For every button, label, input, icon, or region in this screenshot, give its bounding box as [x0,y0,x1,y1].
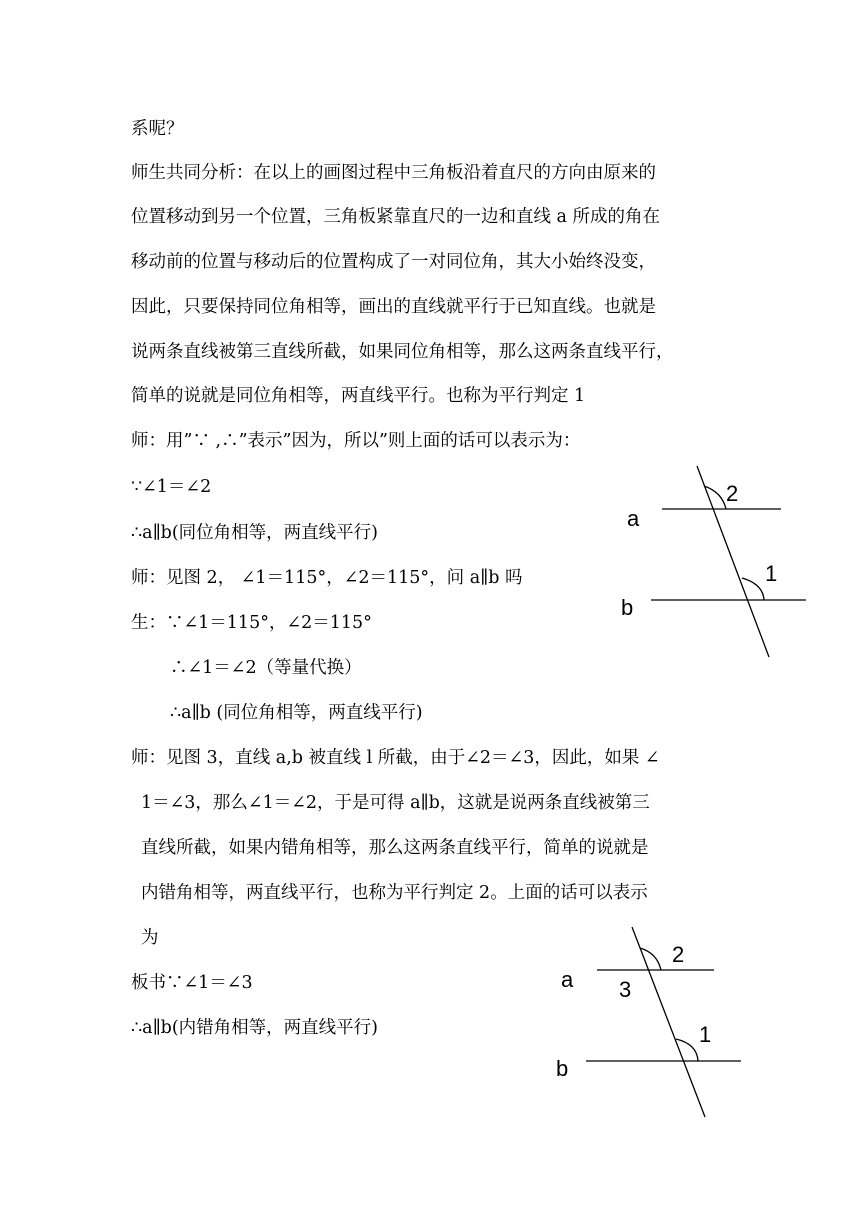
label-b: b [621,595,634,620]
text-line-21: ∴a∥b(内错角相等，两直线平行) [131,1018,379,1038]
angle-3-label: 3 [619,977,632,1002]
text-line-1: 系呢？ [131,119,184,139]
text-line-4: 移动前的位置与移动后的位置构成了一对同位角，其大小始终没变， [131,252,656,272]
text-line-18: 内错角相等，两直线平行，也称为平行判定 2。上面的话可以表示 [141,883,648,903]
angle-2-arc [640,948,661,970]
text-line-12: 生：∵∠1＝115°，∠2＝115° [131,613,372,633]
angle-2-label: 2 [726,481,739,506]
label-b: b [556,1056,569,1081]
label-a: a [627,506,640,531]
text-line-16: 1＝∠3，那么∠1＝∠2，于是可得 a∥b，这就是说两条直线被第三 [141,793,650,813]
text-line-13: ∴∠1＝∠2（等量代换） [170,658,362,678]
transversal-line [632,927,705,1117]
text-line-2: 师生共同分析：在以上的画图过程中三角板沿着直尺的方向由原来的 [131,163,656,183]
text-line-6: 说两条直线被第三直线所截，如果同位角相等，那么这两条直线平行， [131,342,674,362]
text-line-14: ∴a∥b (同位角相等，两直线平行) [170,703,423,723]
angle-2-label: 2 [672,942,685,967]
text-line-15: 师：见图 3，直线 a,b 被直线 l 所截，由于∠2＝∠3，因此，如果 ∠ [131,748,660,768]
text-line-5: 因此，只要保持同位角相等，画出的直线就平行于已知直线。也就是 [131,297,656,317]
text-line-9: ∵∠1＝∠2 [131,477,212,497]
label-a: a [561,967,574,992]
angle-1-label: 1 [699,1022,712,1047]
text-line-7: 简单的说就是同位角相等，两直线平行。也称为平行判定 1 [131,386,586,406]
text-line-3: 位置移动到另一个位置，三角板紧靠直尺的一边和直线 a 所成的角在 [131,207,661,227]
text-line-8: 师：用”∵ ,∴”表示”因为，所以”则上面的话可以表示为： [131,431,581,451]
text-line-10: ∴a∥b(同位角相等，两直线平行) [131,523,379,543]
text-line-19: 为 [141,928,159,948]
angle-1-label: 1 [765,561,778,586]
text-line-17: 直线所截，如果内错角相等，那么这两条直线平行，简单的说就是 [141,838,649,858]
text-line-20: 板书∵∠1＝∠3 [131,973,253,993]
text-line-11: 师：见图 2， ∠1＝115°，∠2＝115°，问 a∥b 吗 [131,568,523,588]
